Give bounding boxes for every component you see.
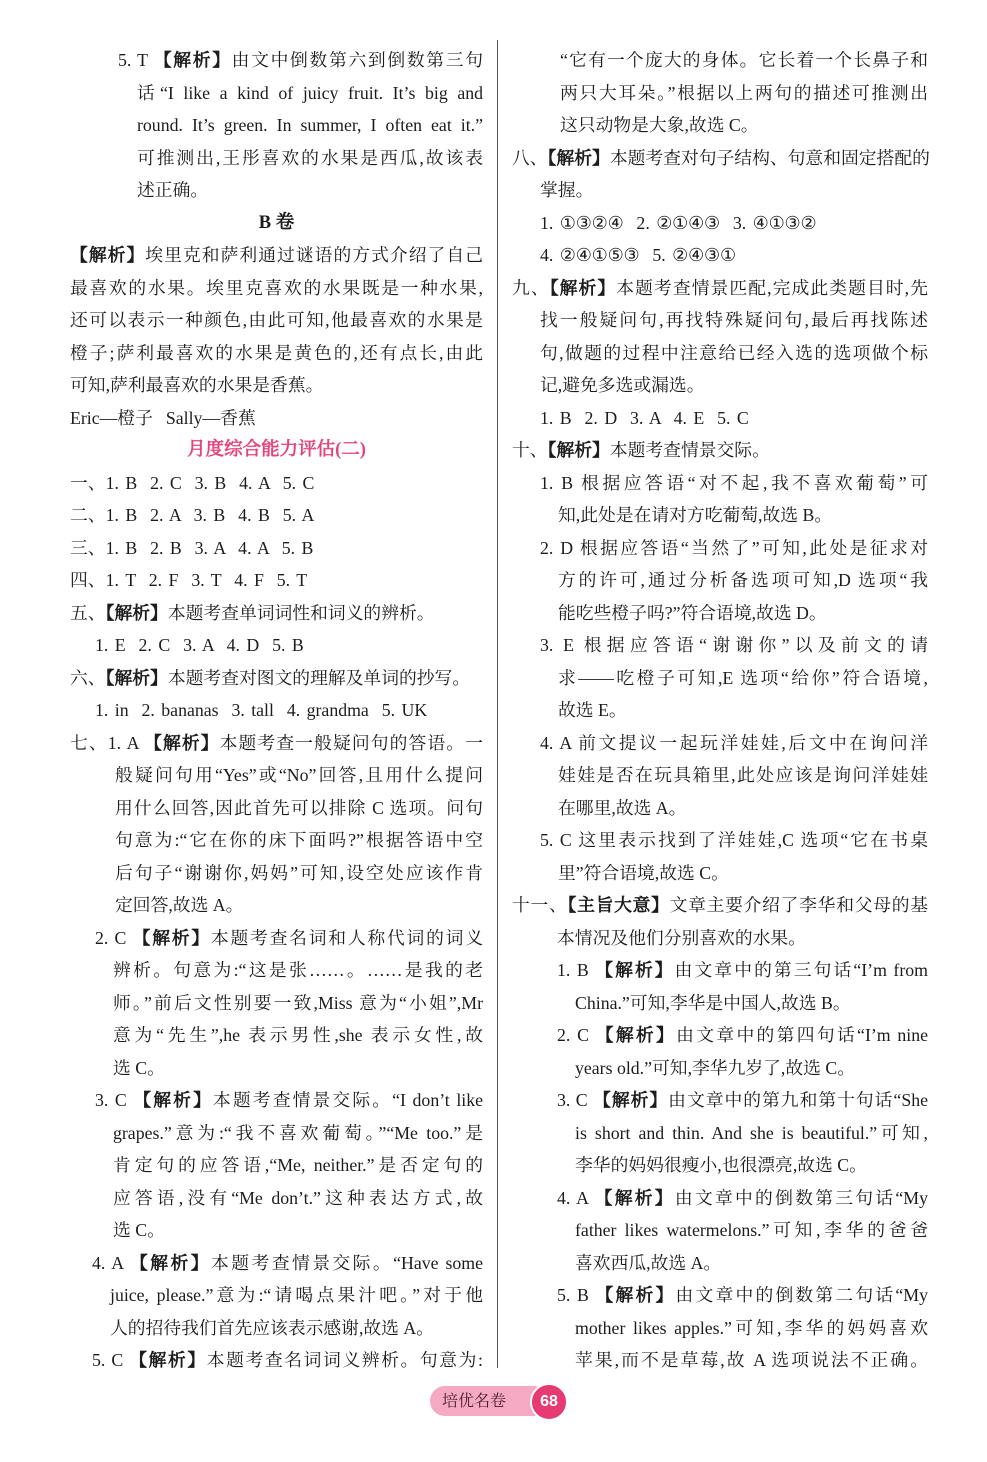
answer-line: 三、1. B 2. B 3. A 4. A 5. B: [70, 537, 314, 558]
text-line: 李华的妈妈很瘦小,也很漂亮,故选 C。: [575, 1155, 867, 1175]
answer-line: Eric—橙子 Sally—香蕉: [70, 407, 256, 428]
text-line: 【解析】埃里克和萨利通过谜语的方式介绍了自己: [70, 245, 483, 265]
text-line: 人的招待我们首先应该表示感谢,故选 A。: [110, 1317, 435, 1338]
text-line: grapes.”意为:“我不喜欢葡萄。”“Me too.”是: [113, 1122, 483, 1143]
text-line: 师。”前后文性别要一致,Miss 意为“小姐”,Mr: [113, 992, 483, 1013]
text-line: 4. A 前文提议一起玩洋娃娃,后文中在询问洋: [540, 732, 928, 753]
text-line: 这只动物是大象,故选 C。: [560, 115, 759, 135]
text-line: father likes watermelons.”可知,李华的爸爸: [575, 1220, 928, 1240]
text-line: 橙子;萨利最喜欢的水果是黄色的,还有点长,由此: [70, 342, 483, 363]
text-line: 方的许可,通过分析备选项可知,D 选项“我: [558, 570, 928, 590]
analysis-tag: 【解析】: [129, 1350, 207, 1370]
text-line: 话“I like a kind of juicy fruit. It’s big and: [137, 82, 483, 103]
answer-line: 1. ①③②④ 2. ②①④③ 3. ④①③②: [540, 212, 817, 233]
analysis-tag: 【解析】: [595, 960, 675, 980]
answer-line: 1. E 2. C 3. A 4. D 5. B: [95, 635, 304, 655]
text-line: 两只大耳朵。”根据以上两句的描述可推测出: [560, 82, 928, 103]
text-line: 九、【解析】本题考查情景匹配,完成此类题目时,先: [512, 277, 928, 298]
text-line: 掌握。: [540, 180, 594, 200]
text-line: 喜欢西瓜,故选 A。: [575, 1252, 722, 1273]
text-line: 1. B 根据应答语“对不起,我不喜欢葡萄”可: [540, 472, 928, 493]
text-line: 5. B 【解析】由文章中的倒数第二句话“My: [557, 1285, 928, 1305]
text-line: 用什么回答,因此首先可以排除 C 选项。问句: [115, 797, 483, 818]
text-line: 2. C 【解析】由文章中的第四句话“I’m nine: [557, 1025, 928, 1045]
text-line: round. It’s green. In summer, I often eat it.”: [137, 115, 483, 135]
text-line: 记,避免多选或漏选。: [540, 375, 705, 395]
text-line: 找一般疑问句,再找特殊疑问句,最后再找陈述: [540, 310, 928, 330]
section-title-b: B 卷: [258, 212, 295, 233]
text-line: 十、【解析】本题考查情景交际。: [512, 440, 770, 460]
footer-brand: 培优名卷: [430, 1386, 548, 1416]
analysis-tag: 【解析】: [595, 1025, 677, 1045]
text-line: 5. C 【解析】本题考查名词词义辨析。句意为:: [92, 1350, 483, 1370]
text-line: 娃娃是否在玩具箱里,此处应该是询问洋娃娃: [558, 765, 928, 785]
analysis-tag: 【主旨大意】: [567, 895, 670, 915]
analysis-tag: 【解析】: [547, 440, 610, 460]
text-line: 可知,萨利最喜欢的水果是香蕉。: [70, 375, 324, 395]
text-line: mother likes apples.”可知,李华的妈妈喜欢: [575, 1317, 928, 1338]
analysis-tag: 【解析】: [549, 277, 617, 298]
text-line: 后句子“谢谢你,妈妈”可知,设空处应该作肯: [115, 862, 483, 883]
text-line: 知,此处是在请对方吃葡萄,故选 B。: [558, 505, 833, 525]
text-line: 1. B 【解析】由文章中的第三句话“I’m from: [557, 960, 928, 980]
text-line: 3. E 根据应答语“谢谢你”以及前文的请: [540, 635, 928, 655]
text-line: 4. A 【解析】由文章中的倒数第三句话“My: [557, 1187, 928, 1208]
text-line: 八、【解析】本题考查对句子结构、句意和固定搭配的: [512, 147, 930, 168]
text-line: 可推测出,王彤喜欢的水果是西瓜,故该表: [137, 147, 483, 168]
text-line: China.”可知,李华是中国人,故选 B。: [575, 992, 851, 1013]
text-line: 应答语,没有“Me don’t.”这种表达方式,故: [113, 1187, 483, 1208]
text-line: is short and thin. And she is beautiful.”可知,: [575, 1122, 928, 1143]
text-line: 求——吃橙子可知,E 选项“给你”符合语境,: [558, 667, 928, 688]
text-line: 在哪里,故选 A。: [558, 797, 687, 818]
text-line: 苹果,而不是草莓,故 A 选项说法不正确。: [575, 1350, 928, 1370]
section-title-monthly: 月度综合能力评估(二): [187, 440, 366, 460]
analysis-tag: 【解析】: [595, 1285, 676, 1305]
answer-line: 四、1. T 2. F 3. T 4. F 5. T: [70, 570, 308, 590]
text-line: 3. C 【解析】由文章中的第九和第十句话“She: [557, 1090, 928, 1110]
text-line: 里”符合语境,故选 C。: [558, 862, 729, 883]
text-line: 最喜欢的水果。埃里克喜欢的水果既是一种水果,: [70, 277, 483, 298]
text-line: 4. A 【解析】本题考查情景交际。“Have some: [92, 1252, 483, 1273]
text-line: 2. D 根据应答语“当然了”可知,此处是征求对: [540, 537, 928, 558]
text-line: 5. C 这里表示找到了洋娃娃,C 选项“它在书桌: [540, 830, 928, 850]
text-line: 故选 E。: [558, 700, 627, 720]
text-line: 定回答,故选 A。: [115, 895, 244, 915]
analysis-tag: 【解析】: [105, 667, 168, 688]
text-line: 2. C 【解析】本题考查名词和人称代词的词义: [95, 927, 483, 948]
text-line: 七、1. A 【解析】本题考查一般疑问句的答语。一: [70, 732, 483, 753]
text-line: 六、【解析】本题考查对图文的理解及单词的抄写。: [70, 667, 471, 688]
answer-line: 1. in 2. bananas 3. tall 4. grandma 5. UK: [95, 700, 428, 720]
right-column: [512, 44, 928, 1377]
analysis-tag: 【解析】: [132, 927, 211, 948]
text-line: years old.”可知,李华九岁了,故选 C。: [575, 1057, 856, 1078]
left-column: [70, 44, 483, 1377]
text-line: 能吃些橙子吗?”符合语境,故选 D。: [558, 602, 827, 623]
text-line: “它有一个庞大的身体。它长着一个长鼻子和: [560, 50, 928, 70]
analysis-tag: 【解析】: [594, 1187, 675, 1208]
analysis-tag: 【解析】: [105, 602, 168, 623]
text-line: 句意为:“它在你的床下面吗?”根据答语中空: [115, 830, 483, 850]
text-line: 还可以表示一种颜色,由此可知,他最喜欢的水果是: [70, 310, 483, 330]
text-line: 本情况及他们分别喜欢的水果。: [557, 927, 806, 948]
text-line: 五、【解析】本题考查单词词性和词义的辨析。: [70, 602, 435, 623]
text-line: 5. T 【解析】由文中倒数第六到倒数第三句: [118, 50, 483, 70]
analysis-tag: 【解析】: [547, 147, 610, 168]
answer-line: 一、1. B 2. C 3. B 4. A 5. C: [70, 472, 315, 493]
column-divider: [497, 40, 498, 1368]
text-line: 句,做题的过程中注意给已经入选的选项做个标: [540, 342, 928, 363]
analysis-tag: 【解析】: [144, 732, 220, 753]
text-line: 3. C 【解析】本题考查情景交际。“I don’t like: [95, 1090, 483, 1110]
analysis-tag: 【解析】: [593, 1090, 669, 1110]
answer-line: 4. ②④①⑤③ 5. ②④③①: [540, 245, 736, 265]
analysis-tag: 【解析】: [133, 1090, 213, 1110]
text-line: 述正确。: [137, 180, 209, 200]
text-line: juice, please.”意为:“请喝点果汁吧。”对于他: [110, 1285, 483, 1305]
text-line: 般疑问句用“Yes”或“No”回答,且用什么提问: [115, 765, 483, 785]
analysis-tag: 【解析】: [130, 1252, 211, 1273]
analysis-tag: 【解析】: [70, 245, 146, 265]
page-number: 68: [530, 1383, 568, 1421]
analysis-tag: 【解析】: [153, 50, 232, 70]
text-line: 选 C。: [113, 1220, 165, 1240]
answer-line: 二、1. B 2. A 3. B 4. B 5. A: [70, 505, 315, 525]
text-line: 选 C。: [113, 1057, 165, 1078]
text-line: 肯定句的应答语,“Me, neither.”是否定句的: [113, 1155, 483, 1175]
text-line: 十一、【主旨大意】文章主要介绍了李华和父母的基: [512, 895, 928, 915]
text-line: 辨析。句意为:“这是张……。……是我的老: [113, 960, 483, 980]
answer-line: 1. B 2. D 3. A 4. E 5. C: [540, 407, 749, 428]
text-line: 意为“先生”,he 表示男性,she 表示女性,故: [113, 1025, 483, 1045]
